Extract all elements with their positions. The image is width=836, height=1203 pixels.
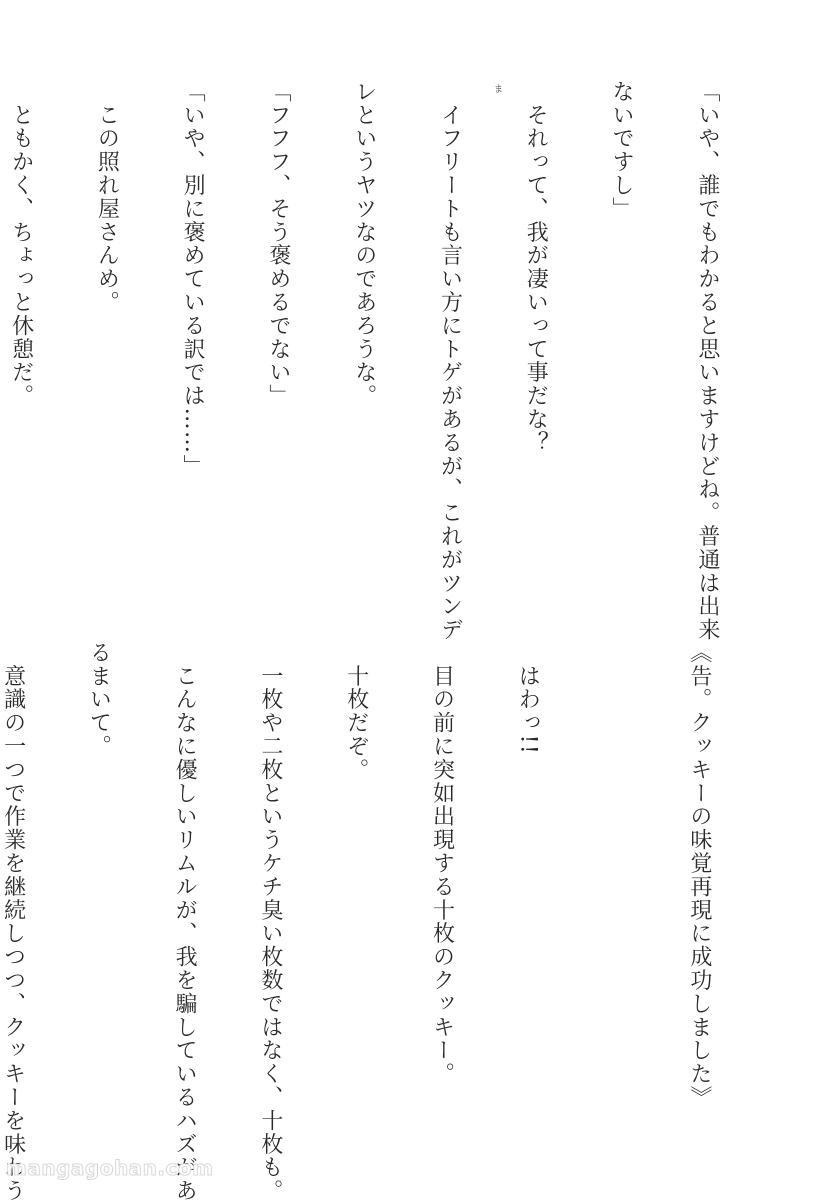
text-line: るまいて。 xyxy=(86,641,112,758)
text-line: 「いや、別に褒めている訳では……」 xyxy=(180,80,206,478)
text-line: ともかく、ちょっと休憩だ。 xyxy=(8,80,34,408)
text-line: はわっ!! xyxy=(515,641,541,756)
blank-line xyxy=(598,641,627,1141)
text-line: 十枚だぞ。 xyxy=(343,641,369,782)
text-line: イフリートも言い方にトゲがあるが、これがツンデ xyxy=(437,80,463,642)
ruby-annotation: ま xyxy=(494,84,504,94)
text-line: それって、我が凄いって事だな？ xyxy=(523,80,549,455)
text-line: 「フフフ、そう褒めるでない」 xyxy=(265,80,291,408)
text-line: 一枚や二枚というケチ臭い枚数ではなく、十枚も。 xyxy=(257,641,283,1203)
watermark: mangagohan.com xyxy=(6,1156,214,1180)
text-line: こんなに優しいリムルが、我を騙しているハズがあ xyxy=(172,641,198,1203)
text-line: 目の前に突如出現する十枚のクッキー。 xyxy=(429,641,455,1086)
text-line: レというヤツなのであろうな。 xyxy=(351,80,377,408)
text-line: 《告。クッキーの味覚再現に成功しました》 xyxy=(686,641,712,1109)
text-line: 「いや、誰でもわかると思いますけどね。普通は出来 xyxy=(694,80,720,642)
text-line: ないですし」 xyxy=(609,80,635,221)
text-line: 意識の一つで作業を継続しつつ、クッキーを味わう xyxy=(0,641,26,1203)
text-block-top xyxy=(0,80,778,642)
text-line: この照れ屋さんめ。 xyxy=(94,80,120,314)
